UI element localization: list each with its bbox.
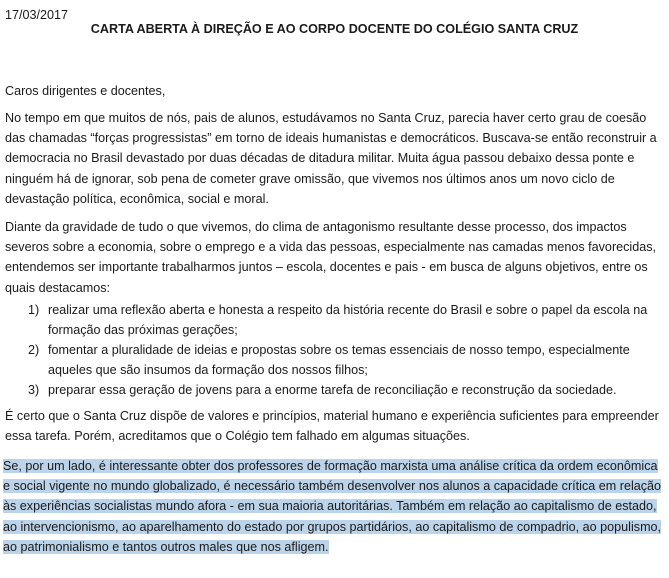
list-item — [0, 380, 662, 400]
letter-title: CARTA ABERTA À DIREÇÃO E AO CORPO DOCENTE DO COLÉGIO SANTA CRUZ — [90, 22, 579, 36]
paragraph-2: Diante da gravidade de tudo o que vivemos, do clima de antagonismo resultante desse processo, dos impactos severos sobre a economia, sobre o emprego e a vida das pessoas, especialmente nas camadas menos favorecidas, entendemos ser importante trabalharmos juntos – escola, docentes e pais - em busca de alguns objetivos, entre os quais destacamos: — [5, 220, 657, 295]
list-item-number: 1) — [28, 303, 40, 317]
paragraph-1: No tempo em que muitos de nós, pais de alunos, estudávamos no Santa Cruz, parecia haver certo grau de coesão das chamadas “forças progressistas” em torno de ideais humanistas e democráticos. Buscava-se então reconstruir a democracia no Brasil devastado por duas décadas de ditadura militar. Muita água passou debaixo dessa ponte e ninguém há de ignorar, sob pena de cometer grave omissão, que vivemos nos últimos anos um novo ciclo de devastação política, econômica, social e moral. — [5, 111, 657, 206]
highlighted-selection[interactable]: Se, por um lado, é interessante obter dos professores de formação marxista uma análise crítica da ordem econômica e social vigente no mundo globalizado, é necessário também desenvolver nos alunos a capacidade crítica em relação às experiências socialistas mundo afora - em sua maioria autoritárias. Também em relação ao capitalismo de estado, ao intervencionismo, ao aparelhamento do estado por grupos partidários, ao capitalismo de compadrio, ao populismo, ao patrimonialismo e tantos outros males que nos afligem. — [3, 459, 662, 554]
list-item-number: 2) — [28, 343, 40, 357]
list-item — [0, 300, 662, 340]
objectives-list — [0, 300, 669, 400]
paragraph-4[interactable] — [3, 456, 666, 557]
list-item-number: 3) — [28, 383, 40, 397]
list-item-text: fomentar a pluralidade de ideias e propostas sobre os temas essenciais de nosso tempo, especialmente aqueles que são insumos da formação dos nossos filhos; — [48, 343, 630, 377]
paragraph-3: É certo que o Santa Cruz dispõe de valores e princípios, material humano e experiência suficientes para empreender essa tarefa. Porém, acreditamos que o Colégio tem falhado em algumas situações. — [5, 409, 659, 444]
list-item-text: realizar uma reflexão aberta e honesta a respeito da história recente do Brasil e sobre o papel da escola na formação das próximas gerações; — [48, 303, 648, 337]
letter-date: 17/03/2017 — [5, 8, 69, 22]
list-item-text: preparar essa geração de jovens para a enorme tarefa de reconciliação e reconstrução da sociedade. — [48, 383, 617, 397]
list-item — [0, 340, 662, 380]
letter-greeting: Caros dirigentes e docentes, — [5, 84, 166, 98]
